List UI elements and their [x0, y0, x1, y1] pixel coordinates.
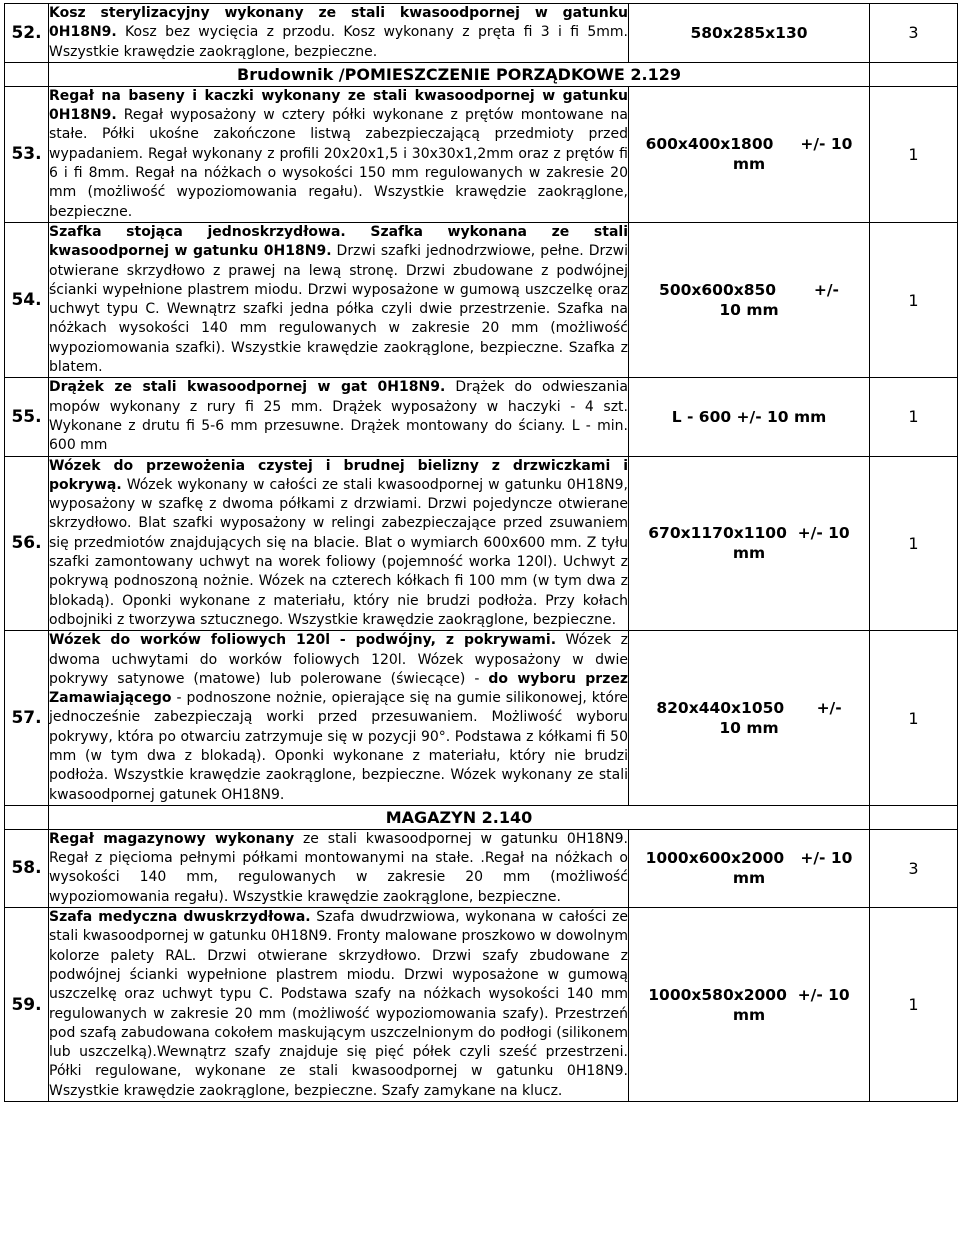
section-row — [5, 62, 958, 86]
item-number: 53. — [5, 86, 49, 222]
item-description — [49, 829, 629, 907]
item-quantity: 1 — [870, 86, 958, 222]
item-description — [49, 456, 629, 631]
section-heading: MAGAZYN 2.140 — [49, 805, 870, 829]
item-description — [49, 4, 629, 63]
table-row-54 — [5, 222, 958, 377]
item-title: Szafa medyczna dwuskrzydłowa. — [49, 909, 311, 926]
item-emphasis: do wyboru przez Zamawiającego — [49, 670, 628, 707]
item-quantity: 1 — [870, 631, 958, 806]
table-row-57 — [5, 631, 958, 806]
item-text: Szafa dwudrzwiowa, wykonana w całości ze stali kwasoodpornej w gatunku 0H18N9. Fronty malowane proszkowo w dowolnym kolorze palety RAL. Drzwi otwierane skrzydłowo. Drzwi szafy zbudowane z podwójnej ścianki wypełnione plastrem miodu. Drzwi wyposażone w gumową uszczelkę oraz uchwyt typu C. Podstawa szafy na nóżkach wysokości 140 mm regulowanych w zakresie 20 mm (możliwość wypoziomowania szafy). Przestrzeń pod szafą zabudowana cokołem maskującym uszczelnionym do podłogi (silikonem lub uszczelką).Wewnątrz szafy znajduje się pięć półek czyli sześć przestrzeni. Półki regulowane, wykonane ze stali kwasoodpornej w gatunku 0H18N9. Wszystkie krawędzie zaokrąglone, bezpieczne. Szafy zamykane na klucz. — [49, 909, 628, 1099]
item-text: ze stali kwasoodpornej w gatunku 0H18N9. Regał z pięcioma pełnymi półkami montowanymi na stałe. .Regał na nóżkach o wysokości 140 mm, regulowanych w zakresie 20 mm (możliwość wypoziomowania regału). Wszystkie krawędzie zaokrąglone, bezpieczne. — [49, 830, 628, 905]
item-number: 55. — [5, 378, 49, 456]
item-number: 52. — [5, 4, 49, 63]
item-quantity: 3 — [870, 4, 958, 63]
item-number: 59. — [5, 908, 49, 1102]
item-dimensions: 580x285x130 — [629, 4, 870, 63]
item-dimensions: 500x600x850 +/- 10 mm — [629, 222, 870, 377]
item-quantity: 1 — [870, 456, 958, 631]
item-title: Wózek do worków foliowych 120l - podwójny, z pokrywami. — [49, 632, 557, 649]
section-spacer — [870, 805, 958, 829]
item-text: Wózek z dwoma uchwytami do worków foliowych 120l. Wózek wyposażony w dwie pokrywy satynowe (matowe) lub polerowane (świecące) - — [49, 632, 628, 687]
item-title: Wózek do przewożenia czystej i brudnej bielizny z drzwiczkami i pokrywą. — [49, 457, 628, 493]
table-row-52 — [5, 4, 958, 63]
item-title: Regał magazynowy wykonany — [49, 830, 295, 847]
section-spacer — [5, 805, 49, 829]
item-quantity: 1 — [870, 908, 958, 1102]
item-text: Drzwi szafki jednodrzwiowe, pełne. Drzwi otwierane skrzydłowo z prawej na lewą stronę. Drzwi zbudowane z podwójnej ścianki wypełnione plastrem miodu. Drzwi wyposażone w gumową uszczelkę oraz uchwyt typu C. Wewnątrz szafki jedna półka czyli dwie przestrzenie. Szafka na nóżkach wysokości 140 mm regulowanych w zakresie 20 mm (możliwość wypoziomowania szafki). Wszystkie krawędzie zaokrąglone, bezpieczne. Szafka z blatem. — [49, 243, 628, 376]
item-dimensions: 1000x600x2000 +/- 10 mm — [629, 829, 870, 907]
item-description — [49, 222, 629, 377]
item-number: 54. — [5, 222, 49, 377]
table-row-56 — [5, 456, 958, 631]
item-description — [49, 908, 629, 1102]
item-quantity: 3 — [870, 829, 958, 907]
item-text: Wózek wykonany w całości ze stali kwasoodpornej w gatunku 0H18N9, wyposażony w szafkę z dwoma półkami z drzwiami. Drzwi pojedyncze otwierane skrzydłowo. Blat szafki wyposażony w relingi zabezpieczające przed zsuwaniem się przedmiotów znajdujących się na blacie. Blat o wymiarch 600x600 mm. Z tyłu szafki zamontowany uchwyt na worek foliowy (pojemność worka 120l). Uchwyt z pokrywą podnoszoną nożnie. Wózek na czterech kółkach fi 100 mm (w tym dwa z blokadą). Oponki wykonane z materiału, który nie brudzi podłoża. Przy kołach odbojniki z tworzywa sztucznego. Wszystkie krawędzie zaokrąglone, bezpieczne. — [49, 476, 628, 628]
section-row — [5, 805, 958, 829]
item-description — [49, 378, 629, 456]
item-quantity: 1 — [870, 222, 958, 377]
item-text: Kosz bez wycięcia z przodu. Kosz wykonany z pręta fi 3 i fi 5mm. Wszystkie krawędzie zaokrąglone, bezpieczne. — [49, 24, 628, 60]
section-spacer — [5, 62, 49, 86]
section-spacer — [870, 62, 958, 86]
item-dimensions: L - 600 +/- 10 mm — [629, 378, 870, 456]
item-text: Drążek do odwieszania mopów wykonany z rury fi 25 mm. Drążek wyposażony w haczyki - 4 szt. Wykonane z drutu fi 5-6 mm przesuwne. Drążek montowany do ściany. L - min. 600 mm — [49, 379, 628, 454]
item-quantity: 1 — [870, 378, 958, 456]
item-number: 56. — [5, 456, 49, 631]
item-number: 58. — [5, 829, 49, 907]
table-row-59 — [5, 908, 958, 1102]
table-row-55 — [5, 378, 958, 456]
item-dimensions: 1000x580x2000 +/- 10 mm — [629, 908, 870, 1102]
item-title: Regał na baseny i kaczki wykonany ze stali kwasoodpornej w gatunku 0H18N9. — [49, 87, 628, 124]
item-number: 57. — [5, 631, 49, 806]
section-heading: Brudownik /POMIESZCZENIE PORZĄDKOWE 2.129 — [49, 62, 870, 86]
table-row-58 — [5, 829, 958, 907]
item-description — [49, 86, 629, 222]
item-text-continued: - podnoszone nożnie, opierające się na gumie silikonowej, które jednocześnie zabezpieczają worki przed przesuwaniem. Możliwość wyboru pokrywy, która po otwarciu zatrzymuje się w pozycji 90°. Podstawa z kółkami fi 50 mm (w tym dwa z blokadą). Oponki wykonane z materiału, który nie brudzi podłoża. Wszystkie krawędzie zaokrąglone, bezpieczne. Wózek wykonany ze stali kwasoodpornej gatunek OH18N9. — [49, 690, 628, 803]
item-dimensions: 670x1170x1100 +/- 10 mm — [629, 456, 870, 631]
item-dimensions: 600x400x1800 +/- 10 mm — [629, 86, 870, 222]
specification-table — [4, 3, 958, 1102]
item-text: Regał wyposażony w cztery półki wykonane z prętów montowane na stałe. Półki ukośne zakończone listwą zabezpieczającą przedmioty przed wypadaniem. Regał wykonany z profili 20x20x1,5 i 30x30x1,2mm oraz z prętów fi 6 i fi 8mm. Regał na nóżkach o wysokości 150 mm regulowanych w zakresie 20 mm (możliwość wypoziomowania regału). Wszystkie krawędzie zaokrąglone, bezpieczne. — [49, 107, 628, 220]
item-title: Drążek ze stali kwasoodpornej w gat 0H18N9. — [49, 379, 446, 396]
item-title: Kosz sterylizacyjny wykonany ze stali kwasoodpornej w gatunku 0H18N9. — [49, 5, 628, 41]
item-dimensions: 820x440x1050 +/- 10 mm — [629, 631, 870, 806]
table-row-53 — [5, 86, 958, 222]
item-description — [49, 631, 629, 806]
item-title: Szafka stojąca jednoskrzydłowa. Szafka wykonana ze stali kwasoodpornej w gatunku 0H18N9. — [49, 223, 628, 260]
